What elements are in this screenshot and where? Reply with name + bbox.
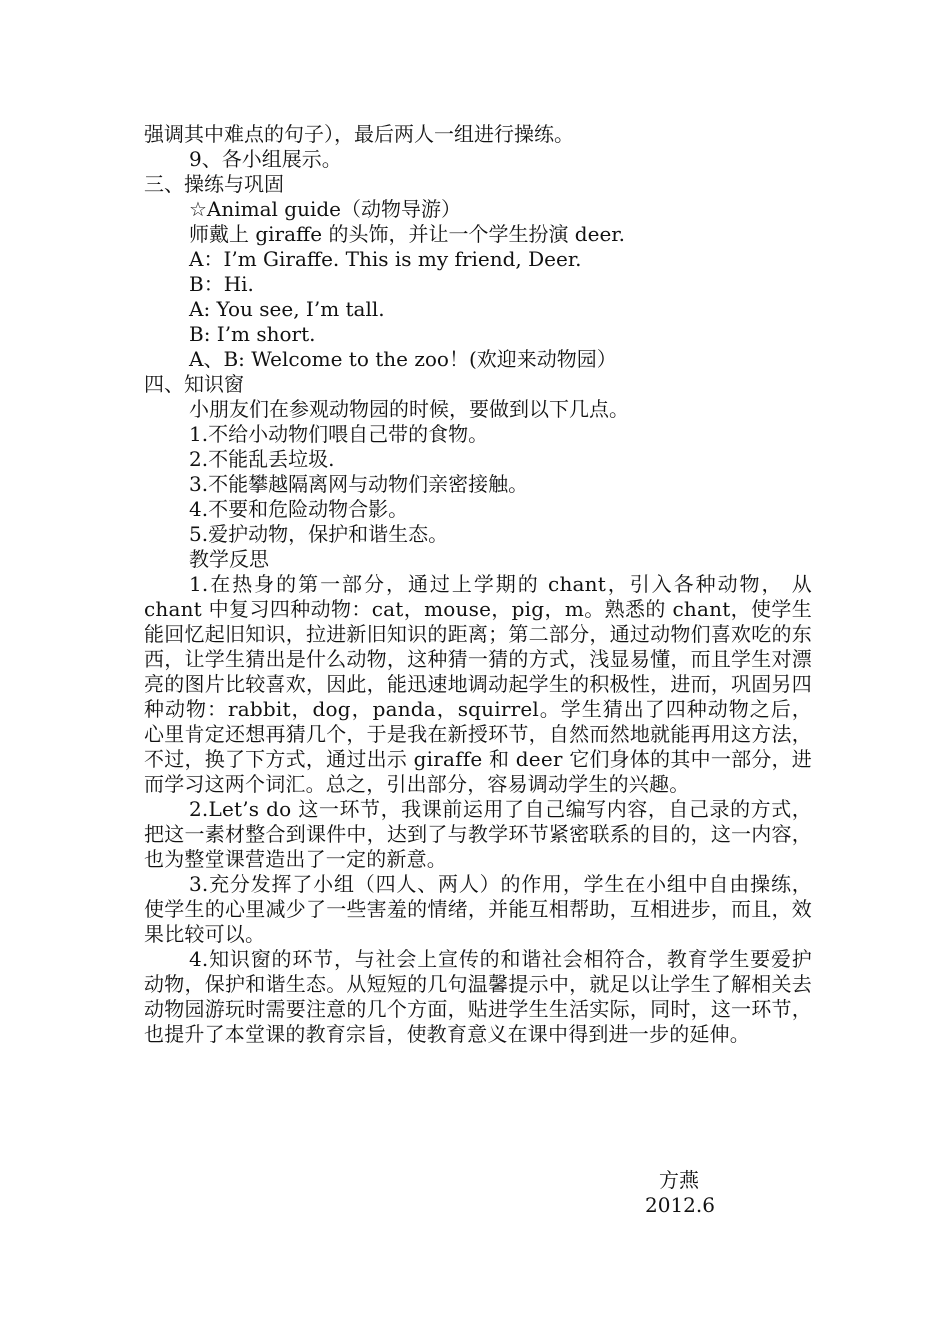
dialogue-line: A: You see, I’m tall.: [189, 297, 385, 321]
reflection-paragraph: 2.Let’s do 这一环节，我课前运用了自己编写内容，自己录的方式，把这一素材整合到课件中，达到了与教学环节紧密联系的目的，这一内容，也为整堂课营造出了一定的新意。: [144, 797, 812, 871]
text-line: 9、各小组展示。: [189, 147, 342, 171]
list-item: 2.不能乱丢垃圾.: [189, 447, 335, 471]
text-line: 师戴上 giraffe 的头饰，并让一个学生扮演 deer.: [189, 222, 625, 246]
reflection-paragraph: 1.在热身的第一部分，通过上学期的 chant，引入各种动物， 从 chant 中复习四种动物：cat，mouse，pig，m。熟悉的 chant，使学生能回忆起旧知识，拉进新旧知识的距离；第二部分，通过动物们喜欢吃的东西，让学生猜出是什么动物，这种猜一猜的方式，浅显易懂，而且学生对漂亮的图片比较喜欢，因此，能迅速地调动起学生的积极性，进而，巩固另四种动物：rabbit，dog，panda，squirrel。学生猜出了四种动物之后，心里肯定还想再猜几个，于是我在新授环节，自然而然地就能再用这方法，不过，换了下方式，通过出示 giraffe 和 deer 它们身体的其中一部分，进而学习这两个词汇。总之，引出部分，容易调动学生的兴趣。: [144, 572, 812, 796]
document-body: [144, 122, 812, 1047]
text-line: ☆Animal guide（动物导游）: [189, 197, 462, 221]
dialogue-line: A：I’m Giraffe. This is my friend, Deer.: [189, 247, 582, 271]
section-heading: 三、操练与巩固: [144, 172, 284, 196]
list-item: 5.爱护动物，保护和谐生态。: [189, 522, 449, 546]
reflection-paragraph: 3.充分发挥了小组（四人、两人）的作用，学生在小组中自由操练，使学生的心里减少了一些害羞的情绪，并能互相帮助，互相进步，而且，效果比较可以。: [144, 872, 812, 946]
reflection-paragraph: 4.知识窗的环节，与社会上宣传的和谐社会相符合，教育学生要爱护动物，保护和谐生态。从短短的几句温馨提示中，就足以让学生了解相关去动物园游玩时需要注意的几个方面，贴进学生生活实际，同时，这一环节，也提升了本堂课的教育宗旨，使教育意义在课中得到进一步的延伸。: [144, 947, 812, 1046]
text-line: 强调其中难点的句子），最后两人一组进行操练。: [144, 122, 574, 146]
text-line: 小朋友们在参观动物园的时候，要做到以下几点。: [189, 397, 629, 421]
list-item: 3.不能攀越隔离网与动物们亲密接触。: [189, 472, 529, 496]
dialogue-line: B：Hi.: [189, 272, 254, 296]
author-name: 方燕: [659, 1168, 699, 1192]
dialogue-line: A、B: Welcome to the zoo！(欢迎来动物园）: [189, 347, 617, 371]
list-item: 4.不要和危险动物合影。: [189, 497, 409, 521]
list-item: 1.不给小动物们喂自己带的食物。: [189, 422, 489, 446]
dialogue-line: B: I’m short.: [189, 322, 316, 346]
section-heading: 教学反思: [189, 547, 269, 571]
author-date: 2012.6: [645, 1193, 715, 1217]
section-heading: 四、知识窗: [144, 372, 244, 396]
